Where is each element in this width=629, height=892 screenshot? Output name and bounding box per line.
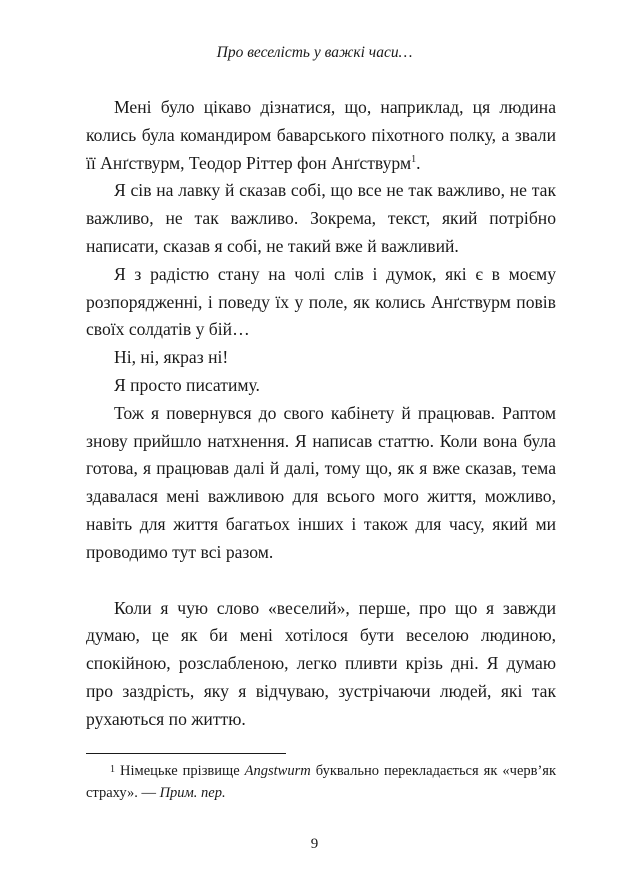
paragraph-7: Коли я чую слово «веселий», перше, про що я завжди думаю, це як би мені хотілося бути веселою людиною, спокійною, розслабленою, легко пливти крізь дні. Я думаю про заздрість, яку я відчуваю, зустрічаючи людей, які так рухаються по життю.: [86, 597, 556, 729]
paragraph-1-text: Мені було цікаво дізнатися, що, наприклад, ця людина колись була командиром баварського піхотного полку, а звали її Анґствурм, Теодор Ріттер фон Анґствурм: [86, 97, 556, 173]
paragraph-6: Тож я повернувся до свого кабінету й працював. Раптом знову прийшло натхнення. Я написав статтю. Коли вона була готова, я працював далі й далі, тому що, як я вже сказав, тема здавалася мені важливою для всього мого життя, можливо, навіть для життя багатьох інших і також для часу, який ми проводимо тут всі разом.: [86, 402, 556, 562]
footnote-number: 1: [110, 764, 115, 775]
footnote-german-word: Angstwurm: [244, 763, 311, 779]
paragraph-5: Я просто писатиму.: [114, 374, 260, 395]
running-head: Про веселість у важкі часи…: [216, 44, 413, 61]
paragraph-2: Я сів на лавку й сказав собі, що все не так важливо, не так важливо, не так важливо. Зокрема, текст, який потрібно написати, сказав я собі, не такий вже й важливий.: [86, 180, 556, 256]
page-number: 9: [310, 836, 319, 852]
footnote-reference[interactable]: 1: [411, 153, 417, 165]
paragraph-1: [86, 94, 556, 177]
footnote-text-middle: буквально перекладається як «черв’як страху». —: [86, 763, 557, 801]
paragraph-3: Я з радістю стану на чолі слів і думок, які є в моєму розпорядженні, і поведу їх у поле, як колись Анґствурм повів своїх солдатів у бій…: [86, 263, 556, 340]
footnote: [86, 760, 556, 804]
footnote-translator-note: Прим. пер.: [159, 785, 226, 801]
footnote-text-start: Німецьке прізвище: [120, 763, 245, 779]
paragraph-1-end: .: [416, 152, 421, 173]
paragraph-4: Ні, ні, якраз ні!: [114, 347, 229, 368]
body-text: [86, 94, 556, 734]
footnote-rule: [86, 753, 286, 754]
